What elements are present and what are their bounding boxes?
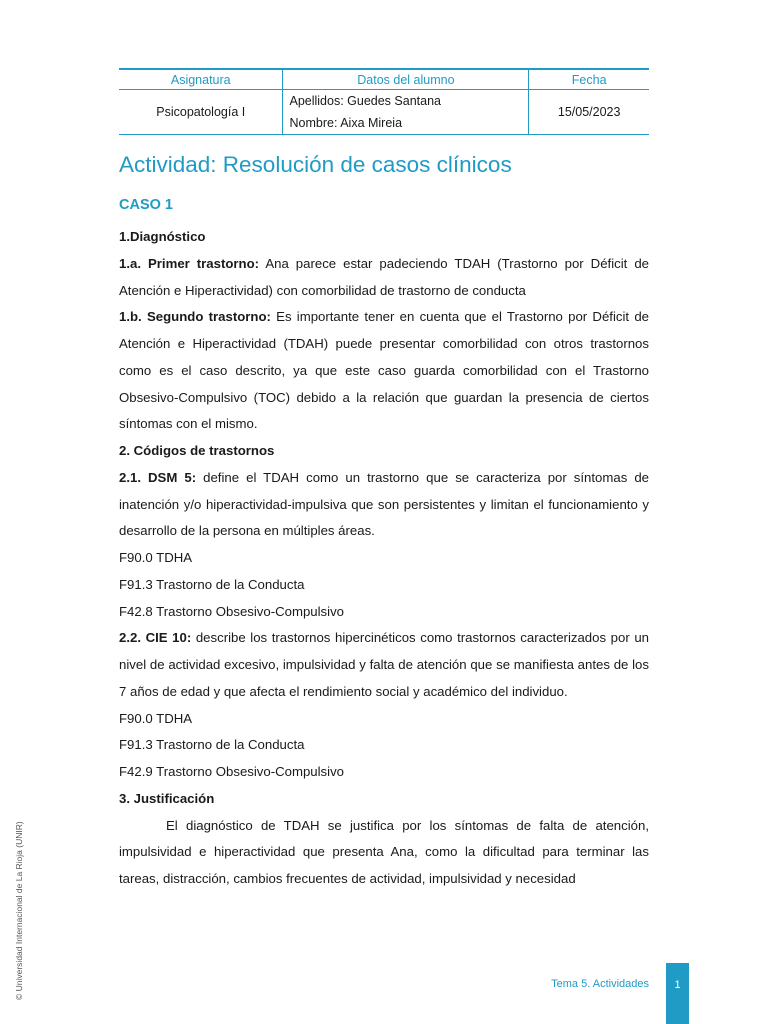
header-col-date: Fecha xyxy=(529,69,649,90)
section-diagnosis-heading: 1.Diagnóstico xyxy=(119,229,206,244)
header-col-subject: Asignatura xyxy=(119,69,283,90)
dsm-code: F91.3 Trastorno de la Conducta xyxy=(119,576,305,592)
footer-topic: Tema 5. Actividades xyxy=(551,978,649,990)
page-title: Actividad: Resolución de casos clínicos xyxy=(119,152,512,177)
case-title: CASO 1 xyxy=(119,197,173,213)
paragraph-dsm5: 2.1. DSM 5: define el TDAH como un trastorno que se caracteriza por síntomas de inatención y/o hiperactividad-impulsiva que son persistentes y limitan el funcionamiento y desarrollo de la persona en múltiples áreas. xyxy=(119,469,649,539)
paragraph-cie10: 2.2. CIE 10: describe los trastornos hipercinéticos como trastornos caracterizados por un nivel de actividad excesivo, impulsividad y falta de atención que se manifiesta antes de los 7 años de edad y que afecta el rendimiento social y académico del individuo. xyxy=(119,630,649,699)
paragraph-justification: El diagnóstico de TDAH se justifica por los síntomas de falta de atención, impulsividad e hiperactividad que presenta Ana, como la dificultad para terminar las tareas, distracción, cambios frecuentes de actividad, impulsividad y necesidad xyxy=(119,817,649,886)
paragraph-first-disorder: 1.a. Primer trastorno: Ana parece estar padeciendo TDAH (Trastorno por Déficit de Atención e Hiperactividad) con comorbilidad de trastorno de conducta xyxy=(119,255,649,298)
subject-value: Psicopatología I xyxy=(119,90,283,135)
cie-code: F91.3 Trastorno de la Conducta xyxy=(119,737,305,753)
cie-code: F42.9 Trastorno Obsesivo-Compulsivo xyxy=(119,764,345,779)
page-number: 1 xyxy=(674,979,681,991)
label-second-disorder: 1.b. Segundo trastorno: xyxy=(119,309,271,325)
copyright-credit: © Universidad Internacional de La Rioja (UNIR) xyxy=(14,821,24,1000)
dsm-code: F42.8 Trastorno Obsesivo-Compulsivo xyxy=(119,603,345,619)
dsm-code: F90.0 TDHA xyxy=(119,550,193,565)
label-first-disorder: 1.a. Primer trastorno: xyxy=(119,255,260,271)
label-cie10: 2.2. CIE 10: xyxy=(119,630,192,646)
cie-code: F90.0 TDHA xyxy=(119,710,193,726)
section-codes-heading: 2. Códigos de trastornos xyxy=(119,443,275,458)
header-col-student: Datos del alumno xyxy=(283,69,529,90)
student-surnames: Apellidos: Guedes Santana xyxy=(289,94,441,108)
section-justification-heading: 3. Justificación xyxy=(119,790,215,806)
student-name: Nombre: Aixa Mireia xyxy=(289,116,403,130)
label-dsm5: 2.1. DSM 5: xyxy=(119,469,197,485)
document-body xyxy=(119,224,649,893)
date-value: 15/05/2023 xyxy=(529,90,649,135)
paragraph-second-disorder: 1.b. Segundo trastorno: Es importante tener en cuenta que el Trastorno por Déficit de Atención e Hiperactividad (TDAH) puede presentar comorbilidad con otros trastornos como es el caso descrito, ya que este caso guarda comorbilidad con el Trastorno Obsesivo-Compulsivo (TOC) debido a la relación que guardan la presencia de ciertos síntomas con el mismo. xyxy=(119,309,649,432)
header-table xyxy=(119,68,649,135)
student-data xyxy=(283,90,529,135)
page-number-badge xyxy=(666,963,689,1024)
